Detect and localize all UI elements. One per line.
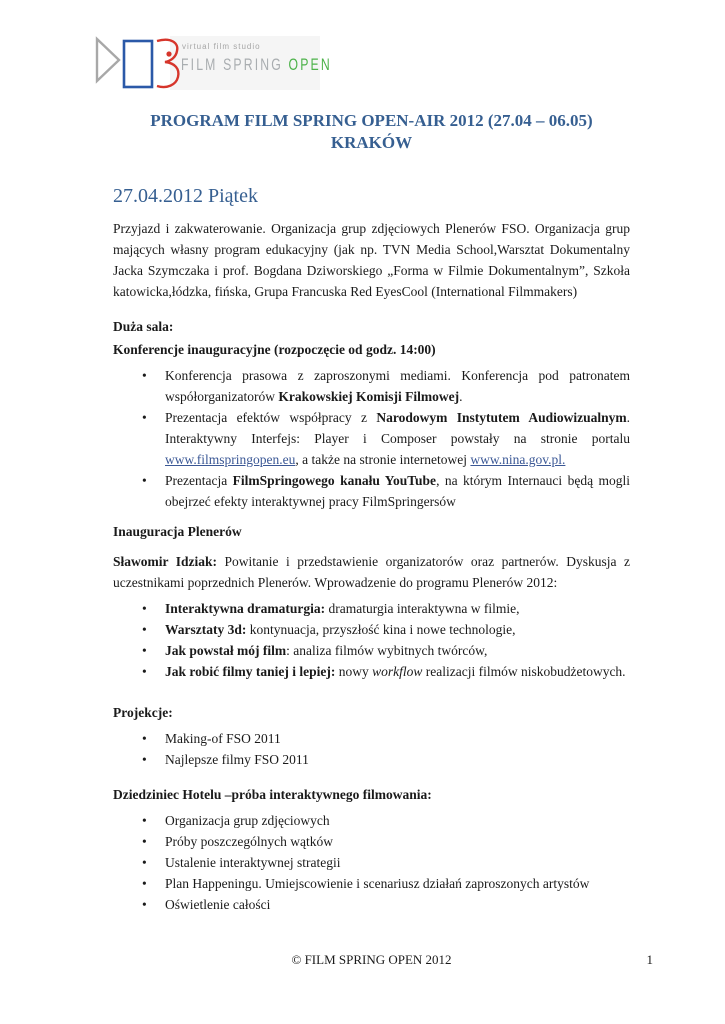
- logo-brand-gray: FILM SPRING: [181, 55, 283, 74]
- text-run: , a także na stronie internetowej: [295, 452, 471, 467]
- text-run: Jak robić filmy taniej i lepiej:: [165, 664, 336, 679]
- footer-page-number: 1: [646, 952, 653, 967]
- text-run: dramaturgia interaktywna w filmie,: [325, 601, 520, 616]
- list-item: [165, 619, 630, 640]
- list-item: [165, 873, 630, 894]
- list-item: [165, 894, 630, 915]
- intro-paragraph: [113, 218, 630, 302]
- text-run: Sławomir Idziak:: [113, 554, 217, 569]
- program-list: [113, 598, 630, 682]
- text-run: .: [459, 389, 463, 404]
- inauguration-heading: Inauguracja Plenerów: [113, 524, 242, 539]
- text-run: Krakowskiej Komisji Filmowej: [278, 389, 460, 404]
- list-item: [165, 661, 630, 682]
- list-item: [165, 728, 630, 749]
- conference-list: [113, 365, 630, 512]
- text-run: Making-of FSO 2011: [165, 731, 281, 746]
- text-run: Ustalenie interaktywnej strategii: [165, 855, 341, 870]
- text-run: . Interaktywny Interfejs: Player i Composer powstały na stronie portalu: [165, 410, 630, 446]
- text-run: Konferencja prasowa z zaproszonymi mediami. Konferencja pod patronatem współorganizatorów: [165, 368, 630, 404]
- courtyard-heading: Dziedziniec Hotelu –próba interaktywnego filmowania:: [113, 787, 432, 802]
- text-run: : analiza filmów wybitnych twórców,: [286, 643, 488, 658]
- idziak-paragraph: [113, 551, 630, 593]
- text-run: Warsztaty 3d:: [165, 622, 247, 637]
- hyperlink[interactable]: www.nina.gov.pl.: [470, 452, 566, 467]
- conference-heading: Konferencje inauguracyjne (rozpoczęcie od godz. 14:00): [113, 342, 436, 357]
- text-run: Najlepsze filmy FSO 2011: [165, 752, 309, 767]
- logo-tagline: virtual film studio: [182, 42, 261, 51]
- list-item: [165, 407, 630, 470]
- courtyard-list: [113, 810, 630, 915]
- document-body: [113, 0, 630, 915]
- list-item: [165, 470, 630, 512]
- text-run: Interaktywna dramaturgia:: [165, 601, 326, 616]
- page-footer: [113, 950, 653, 970]
- list-item: [165, 810, 630, 831]
- list-item: [165, 598, 630, 619]
- text-run: Prezentacja efektów współpracy z: [165, 410, 377, 425]
- list-item: [165, 852, 630, 873]
- text-run: Powitanie i przedstawienie organizatorów oraz partnerów. Dyskusja z uczestnikami poprzednich Plenerów. Wprowadzenie do programu Plenerów 2012:: [113, 554, 630, 590]
- text-run: Przyjazd i zakwaterowanie. Organizacja grup zdjęciowych Plenerów FSO. Organizacja grup mających własny program edukacyjny (jak np. TVN Media School,Warsztat Dokumentalny Jacka Szymczaka i prof. Bogdana Dziworskiego „Forma w Filmie Dokumentalnym”, Szkoła katowicka,łódzka, fińska, Grupa Francuska Red EyesCool (International Filmmakers): [113, 221, 630, 299]
- text-run: Oświetlenie całości: [165, 897, 271, 912]
- hyperlink[interactable]: www.filmspringopen.eu: [165, 452, 296, 467]
- projections-heading: Projekcje:: [113, 705, 173, 720]
- list-item: [165, 640, 630, 661]
- projections-list: [113, 728, 630, 770]
- date-heading: 27.04.2012 Piątek: [113, 185, 258, 207]
- text-run: realizacji filmów niskobudżetowych.: [422, 664, 626, 679]
- list-item: [165, 831, 630, 852]
- text-run: workflow: [372, 664, 423, 679]
- text-run: kontynuacja, przyszłość kina i nowe technologie,: [246, 622, 516, 637]
- text-run: nowy: [335, 664, 373, 679]
- text-run: Organizacja grup zdjęciowych: [165, 813, 330, 828]
- footer-copyright: © FILM SPRING OPEN 2012: [291, 952, 452, 967]
- list-item: [165, 749, 630, 770]
- page-title: PROGRAM FILM SPRING OPEN-AIR 2012 (27.04 – 06.05) KRAKÓW: [150, 111, 593, 152]
- text-run: , na którym Internauci będą mogli obejrzeć efekty interaktywnej pracy FilmSpringersów: [165, 473, 631, 509]
- list-item: [165, 365, 630, 407]
- room-heading: Duża sala:: [113, 319, 174, 334]
- text-run: Narodowym Instytutem Audiowizualnym: [376, 410, 627, 425]
- text-run: Prezentacja: [165, 473, 233, 488]
- text-run: Plan Happeningu. Umiejscowienie i scenariusz działań zaproszonych artystów: [165, 876, 590, 891]
- text-run: FilmSpringowego kanału YouTube: [232, 473, 437, 488]
- text-run: Próby poszczególnych wątków: [165, 834, 333, 849]
- text-run: Jak powstał mój film: [165, 643, 287, 658]
- logo-brand-green: OPEN: [288, 55, 332, 74]
